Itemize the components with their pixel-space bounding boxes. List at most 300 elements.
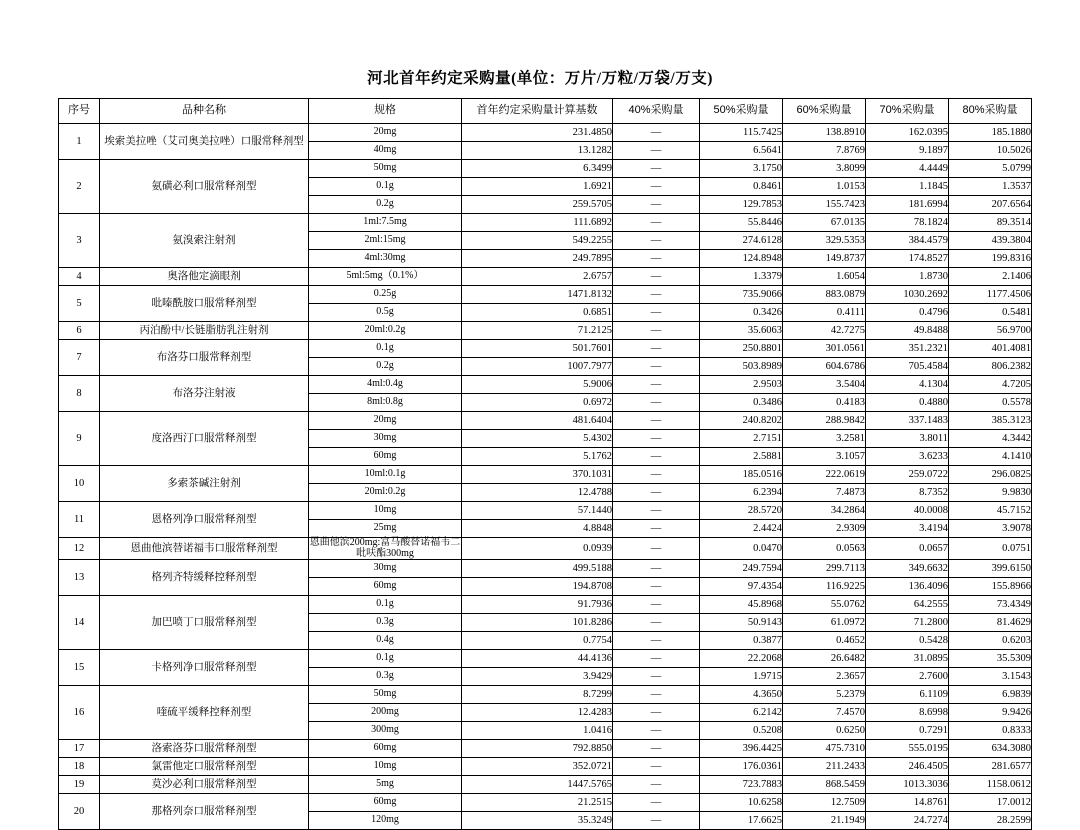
cell-p50: 6.5641 xyxy=(700,142,783,160)
cell-base-quantity: 44.4136 xyxy=(462,650,613,668)
page-title: 河北首年约定采购量(单位：万片/万粒/万袋/万支) xyxy=(367,70,713,87)
cell-p50: 0.3426 xyxy=(700,304,783,322)
cell-p40: — xyxy=(613,650,700,668)
cell-p50: 723.7883 xyxy=(700,776,783,794)
cell-p50: 124.8948 xyxy=(700,250,783,268)
cell-seq: 10 xyxy=(59,466,100,502)
cell-p50: 6.2394 xyxy=(700,484,783,502)
cell-p80: 10.5026 xyxy=(949,142,1032,160)
column-header-spec: 规格 xyxy=(309,99,462,124)
column-header-p70: 70%采购量 xyxy=(866,99,949,124)
cell-spec: 0.1g xyxy=(309,340,462,358)
cell-spec: 8ml:0.8g xyxy=(309,394,462,412)
cell-p40: — xyxy=(613,286,700,304)
cell-p40: — xyxy=(613,520,700,538)
cell-p60: 149.8737 xyxy=(783,250,866,268)
cell-p60: 7.8769 xyxy=(783,142,866,160)
cell-p60: 211.2433 xyxy=(783,758,866,776)
cell-p60: 868.5459 xyxy=(783,776,866,794)
table-row xyxy=(59,502,1032,520)
cell-p40: — xyxy=(613,304,700,322)
cell-p80: 0.0751 xyxy=(949,538,1032,560)
cell-base-quantity: 1471.8132 xyxy=(462,286,613,304)
cell-p80: 81.4629 xyxy=(949,614,1032,632)
cell-seq: 16 xyxy=(59,686,100,740)
cell-base-quantity: 1.0416 xyxy=(462,722,613,740)
cell-p50: 274.6128 xyxy=(700,232,783,250)
cell-p60: 3.5404 xyxy=(783,376,866,394)
cell-spec: 恩曲他滨200mg:富马酸替诺福韦二吡呋酯300mg xyxy=(309,537,461,559)
cell-seq: 19 xyxy=(59,776,100,794)
cell-p50: 1.3379 xyxy=(700,268,783,286)
cell-spec: 200mg xyxy=(309,704,462,722)
cell-p60: 1.0153 xyxy=(783,178,866,196)
cell-spec: 0.1g xyxy=(309,178,462,196)
table-row xyxy=(59,560,1032,578)
cell-product-name: 度洛西汀口服常释剂型 xyxy=(100,412,309,466)
cell-p60: 0.6250 xyxy=(783,722,866,740)
cell-p40: — xyxy=(613,430,700,448)
cell-p70: 49.8488 xyxy=(866,322,949,340)
table-row xyxy=(59,322,1032,340)
cell-p70: 9.1897 xyxy=(866,142,949,160)
table-row xyxy=(59,376,1032,394)
cell-p70: 259.0722 xyxy=(866,466,949,484)
cell-p80: 6.9839 xyxy=(949,686,1032,704)
cell-p70: 3.6233 xyxy=(866,448,949,466)
cell-p50: 10.6258 xyxy=(700,794,783,812)
cell-p80: 1177.4506 xyxy=(949,286,1032,304)
cell-spec: 0.3g xyxy=(309,614,462,632)
cell-p50: 1.9715 xyxy=(700,668,783,686)
cell-p50: 6.2142 xyxy=(700,704,783,722)
cell-p70: 2.7600 xyxy=(866,668,949,686)
cell-p50: 0.3877 xyxy=(700,632,783,650)
cell-p50: 735.9066 xyxy=(700,286,783,304)
cell-p40: — xyxy=(613,722,700,740)
cell-spec: 40mg xyxy=(309,142,462,160)
cell-p70: 4.4449 xyxy=(866,160,949,178)
cell-product-name: 丙泊酚中/长链脂肪乳注射剂 xyxy=(100,322,309,340)
cell-p40: — xyxy=(613,232,700,250)
cell-p80: 207.6564 xyxy=(949,196,1032,214)
cell-p80: 185.1880 xyxy=(949,124,1032,142)
cell-p60: 7.4570 xyxy=(783,704,866,722)
cell-p50: 396.4425 xyxy=(700,740,783,758)
cell-base-quantity: 4.8848 xyxy=(462,520,613,538)
table-row xyxy=(59,740,1032,758)
cell-product-name: 喹硫平缓释控释剂型 xyxy=(100,686,309,740)
column-header-p40: 40%采购量 xyxy=(613,99,700,124)
column-header-p80: 80%采购量 xyxy=(949,99,1032,124)
cell-product-name: 恩格列净口服常释剂型 xyxy=(100,502,309,538)
column-header-name: 品种名称 xyxy=(100,99,309,124)
cell-p50: 45.8968 xyxy=(700,596,783,614)
column-header-seq: 序号 xyxy=(59,99,100,124)
cell-base-quantity: 370.1031 xyxy=(462,466,613,484)
cell-p80: 28.2599 xyxy=(949,812,1032,830)
cell-p60: 7.4873 xyxy=(783,484,866,502)
cell-p60: 138.8910 xyxy=(783,124,866,142)
cell-base-quantity: 194.8708 xyxy=(462,578,613,596)
cell-p70: 40.0008 xyxy=(866,502,949,520)
cell-p80: 401.4081 xyxy=(949,340,1032,358)
cell-p70: 246.4505 xyxy=(866,758,949,776)
cell-p50: 129.7853 xyxy=(700,196,783,214)
cell-p70: 349.6632 xyxy=(866,560,949,578)
cell-product-name: 那格列奈口服常释剂型 xyxy=(100,794,309,830)
cell-p70: 0.5428 xyxy=(866,632,949,650)
cell-p50: 0.8461 xyxy=(700,178,783,196)
cell-base-quantity: 1.6921 xyxy=(462,178,613,196)
cell-spec: 4ml:0.4g xyxy=(309,376,462,394)
cell-p70: 555.0195 xyxy=(866,740,949,758)
cell-spec: 10mg xyxy=(309,758,462,776)
cell-p70: 8.7352 xyxy=(866,484,949,502)
cell-spec: 120mg xyxy=(309,812,462,830)
cell-p70: 6.1109 xyxy=(866,686,949,704)
cell-base-quantity: 2.6757 xyxy=(462,268,613,286)
cell-p70: 24.7274 xyxy=(866,812,949,830)
table-row xyxy=(59,340,1032,358)
cell-product-name: 洛索洛芬口服常释剂型 xyxy=(100,740,309,758)
cell-p40: — xyxy=(613,538,700,560)
cell-p60: 0.4183 xyxy=(783,394,866,412)
cell-p50: 176.0361 xyxy=(700,758,783,776)
cell-spec: 60mg xyxy=(309,448,462,466)
cell-p80: 73.4349 xyxy=(949,596,1032,614)
table-row xyxy=(59,686,1032,704)
cell-product-name: 莫沙必利口服常释剂型 xyxy=(100,776,309,794)
cell-p80: 155.8966 xyxy=(949,578,1032,596)
cell-p40: — xyxy=(613,632,700,650)
table-row xyxy=(59,412,1032,430)
cell-base-quantity: 21.2515 xyxy=(462,794,613,812)
cell-p40: — xyxy=(613,268,700,286)
cell-base-quantity: 1447.5765 xyxy=(462,776,613,794)
table-row xyxy=(59,214,1032,232)
cell-p70: 1030.2692 xyxy=(866,286,949,304)
cell-p40: — xyxy=(613,412,700,430)
cell-p40: — xyxy=(613,560,700,578)
cell-base-quantity: 0.6851 xyxy=(462,304,613,322)
cell-p70: 705.4584 xyxy=(866,358,949,376)
cell-p80: 4.3442 xyxy=(949,430,1032,448)
cell-p50: 2.5881 xyxy=(700,448,783,466)
cell-p50: 249.7594 xyxy=(700,560,783,578)
cell-spec: 10mg xyxy=(309,502,462,520)
cell-seq: 8 xyxy=(59,376,100,412)
cell-p50: 0.3486 xyxy=(700,394,783,412)
cell-product-name: 卡格列净口服常释剂型 xyxy=(100,650,309,686)
cell-p40: — xyxy=(613,160,700,178)
cell-p50: 240.8202 xyxy=(700,412,783,430)
table-row xyxy=(59,286,1032,304)
table-row xyxy=(59,758,1032,776)
cell-p40: — xyxy=(613,794,700,812)
cell-p80: 0.5481 xyxy=(949,304,1032,322)
cell-seq: 20 xyxy=(59,794,100,830)
cell-p60: 0.4111 xyxy=(783,304,866,322)
cell-seq: 14 xyxy=(59,596,100,650)
cell-spec: 60mg xyxy=(309,578,462,596)
cell-base-quantity: 1007.7977 xyxy=(462,358,613,376)
cell-base-quantity: 8.7299 xyxy=(462,686,613,704)
cell-spec: 4ml:30mg xyxy=(309,250,462,268)
cell-p80: 634.3080 xyxy=(949,740,1032,758)
cell-product-name: 多索茶碱注射剂 xyxy=(100,466,309,502)
cell-spec: 30mg xyxy=(309,430,462,448)
cell-seq: 6 xyxy=(59,322,100,340)
cell-p80: 296.0825 xyxy=(949,466,1032,484)
cell-p60: 329.5353 xyxy=(783,232,866,250)
cell-p50: 55.8446 xyxy=(700,214,783,232)
cell-p50: 185.0516 xyxy=(700,466,783,484)
cell-seq: 15 xyxy=(59,650,100,686)
cell-p70: 14.8761 xyxy=(866,794,949,812)
cell-base-quantity: 5.1762 xyxy=(462,448,613,466)
cell-base-quantity: 5.4302 xyxy=(462,430,613,448)
cell-seq: 18 xyxy=(59,758,100,776)
table-row xyxy=(59,650,1032,668)
cell-p50: 35.6063 xyxy=(700,322,783,340)
cell-p60: 3.8099 xyxy=(783,160,866,178)
table-container xyxy=(0,98,1080,830)
cell-p60: 1.6054 xyxy=(783,268,866,286)
cell-p50: 2.7151 xyxy=(700,430,783,448)
cell-p70: 0.4796 xyxy=(866,304,949,322)
table-row xyxy=(59,466,1032,484)
cell-p60: 61.0972 xyxy=(783,614,866,632)
cell-p40: — xyxy=(613,686,700,704)
cell-p40: — xyxy=(613,196,700,214)
cell-product-name: 恩曲他滨替诺福韦口服常释剂型 xyxy=(100,538,309,560)
cell-spec: 20ml:0.2g xyxy=(309,484,462,502)
cell-p60: 155.7423 xyxy=(783,196,866,214)
cell-spec: 2ml:15mg xyxy=(309,232,462,250)
cell-p50: 2.4424 xyxy=(700,520,783,538)
cell-p50: 22.2068 xyxy=(700,650,783,668)
cell-spec: 30mg xyxy=(309,560,462,578)
column-header-p60: 60%采购量 xyxy=(783,99,866,124)
table-header-row xyxy=(59,99,1032,124)
cell-spec: 20mg xyxy=(309,124,462,142)
cell-spec: 60mg xyxy=(309,794,462,812)
cell-p40: — xyxy=(613,250,700,268)
cell-p50: 97.4354 xyxy=(700,578,783,596)
cell-p50: 17.6625 xyxy=(700,812,783,830)
cell-p70: 78.1824 xyxy=(866,214,949,232)
cell-p80: 17.0012 xyxy=(949,794,1032,812)
cell-p60: 21.1949 xyxy=(783,812,866,830)
cell-seq: 9 xyxy=(59,412,100,466)
cell-p60: 2.3657 xyxy=(783,668,866,686)
cell-p70: 0.4880 xyxy=(866,394,949,412)
cell-seq: 3 xyxy=(59,214,100,268)
cell-spec: 5ml:5mg（0.1%） xyxy=(309,268,462,286)
cell-base-quantity: 101.8286 xyxy=(462,614,613,632)
cell-p70: 4.1304 xyxy=(866,376,949,394)
cell-p70: 3.4194 xyxy=(866,520,949,538)
cell-p60: 2.9309 xyxy=(783,520,866,538)
cell-p80: 806.2382 xyxy=(949,358,1032,376)
cell-p40: — xyxy=(613,704,700,722)
cell-p60: 42.7275 xyxy=(783,322,866,340)
cell-p80: 5.0799 xyxy=(949,160,1032,178)
cell-p80: 2.1406 xyxy=(949,268,1032,286)
cell-spec: 0.25g xyxy=(309,286,462,304)
cell-base-quantity: 13.1282 xyxy=(462,142,613,160)
cell-p50: 50.9143 xyxy=(700,614,783,632)
cell-p50: 4.3650 xyxy=(700,686,783,704)
cell-base-quantity: 91.7936 xyxy=(462,596,613,614)
cell-base-quantity: 481.6404 xyxy=(462,412,613,430)
cell-p40: — xyxy=(613,668,700,686)
cell-p70: 0.7291 xyxy=(866,722,949,740)
cell-base-quantity: 501.7601 xyxy=(462,340,613,358)
cell-seq: 1 xyxy=(59,124,100,160)
cell-spec: 0.2g xyxy=(309,358,462,376)
cell-p60: 222.0619 xyxy=(783,466,866,484)
cell-p80: 199.8316 xyxy=(949,250,1032,268)
cell-base-quantity: 35.3249 xyxy=(462,812,613,830)
cell-p40: — xyxy=(613,448,700,466)
cell-p40: — xyxy=(613,376,700,394)
cell-p80: 3.9078 xyxy=(949,520,1032,538)
cell-seq: 2 xyxy=(59,160,100,214)
column-header-base: 首年约定采购量计算基数 xyxy=(462,99,613,124)
cell-base-quantity: 549.2255 xyxy=(462,232,613,250)
cell-base-quantity: 3.9429 xyxy=(462,668,613,686)
cell-p80: 9.9426 xyxy=(949,704,1032,722)
cell-base-quantity: 111.6892 xyxy=(462,214,613,232)
cell-p40: — xyxy=(613,124,700,142)
cell-p50: 0.0470 xyxy=(700,538,783,560)
cell-p60: 475.7310 xyxy=(783,740,866,758)
table-row xyxy=(59,268,1032,286)
cell-seq: 5 xyxy=(59,286,100,322)
cell-product-name: 加巴喷丁口服常释剂型 xyxy=(100,596,309,650)
cell-seq: 12 xyxy=(59,538,100,560)
cell-p70: 337.1483 xyxy=(866,412,949,430)
cell-spec: 60mg xyxy=(309,740,462,758)
table-row xyxy=(59,776,1032,794)
cell-p60: 3.2581 xyxy=(783,430,866,448)
cell-product-name: 氯雷他定口服常释剂型 xyxy=(100,758,309,776)
cell-spec: 10ml:0.1g xyxy=(309,466,462,484)
cell-p80: 0.8333 xyxy=(949,722,1032,740)
cell-product-name: 氨溴索注射剂 xyxy=(100,214,309,268)
cell-p40: — xyxy=(613,596,700,614)
cell-p40: — xyxy=(613,340,700,358)
cell-seq: 4 xyxy=(59,268,100,286)
cell-p70: 71.2800 xyxy=(866,614,949,632)
cell-base-quantity: 12.4283 xyxy=(462,704,613,722)
cell-p40: — xyxy=(613,484,700,502)
cell-product-name: 布洛芬注射液 xyxy=(100,376,309,412)
cell-p80: 35.5309 xyxy=(949,650,1032,668)
cell-base-quantity: 249.7895 xyxy=(462,250,613,268)
cell-p80: 399.6150 xyxy=(949,560,1032,578)
cell-p40: — xyxy=(613,214,700,232)
cell-p80: 281.6577 xyxy=(949,758,1032,776)
cell-base-quantity: 792.8850 xyxy=(462,740,613,758)
cell-base-quantity: 0.6972 xyxy=(462,394,613,412)
cell-spec: 20ml:0.2g xyxy=(309,322,462,340)
cell-seq: 13 xyxy=(59,560,100,596)
cell-seq: 17 xyxy=(59,740,100,758)
cell-p40: — xyxy=(613,614,700,632)
cell-p80: 56.9700 xyxy=(949,322,1032,340)
cell-spec: 300mg xyxy=(309,722,462,740)
cell-p80: 0.5578 xyxy=(949,394,1032,412)
cell-p60: 12.7509 xyxy=(783,794,866,812)
cell-p40: — xyxy=(613,812,700,830)
cell-p70: 136.4096 xyxy=(866,578,949,596)
cell-p70: 384.4579 xyxy=(866,232,949,250)
cell-p80: 4.7205 xyxy=(949,376,1032,394)
cell-p80: 4.1410 xyxy=(949,448,1032,466)
cell-spec: 0.1g xyxy=(309,650,462,668)
cell-p70: 174.8527 xyxy=(866,250,949,268)
cell-p60: 0.4652 xyxy=(783,632,866,650)
cell-p40: — xyxy=(613,178,700,196)
cell-p80: 0.6203 xyxy=(949,632,1032,650)
cell-base-quantity: 259.5705 xyxy=(462,196,613,214)
cell-p40: — xyxy=(613,142,700,160)
table-body xyxy=(59,124,1032,830)
cell-p70: 3.8011 xyxy=(866,430,949,448)
cell-p80: 45.7152 xyxy=(949,502,1032,520)
cell-p50: 250.8801 xyxy=(700,340,783,358)
cell-p40: — xyxy=(613,740,700,758)
table-row xyxy=(59,538,1032,560)
cell-spec: 25mg xyxy=(309,520,462,538)
cell-p60: 67.0135 xyxy=(783,214,866,232)
cell-seq: 11 xyxy=(59,502,100,538)
cell-spec: 1ml:7.5mg xyxy=(309,214,462,232)
cell-spec: 0.4g xyxy=(309,632,462,650)
cell-p70: 1.8730 xyxy=(866,268,949,286)
cell-p60: 116.9225 xyxy=(783,578,866,596)
cell-p60: 55.0762 xyxy=(783,596,866,614)
cell-p40: — xyxy=(613,578,700,596)
cell-p70: 1.1845 xyxy=(866,178,949,196)
cell-base-quantity: 499.5188 xyxy=(462,560,613,578)
procurement-table xyxy=(58,98,1032,830)
cell-spec: 0.2g xyxy=(309,196,462,214)
cell-product-name: 埃索美拉唑（艾司奥美拉唑）口服常释剂型 xyxy=(100,124,309,160)
cell-p50: 503.8989 xyxy=(700,358,783,376)
cell-p70: 162.0395 xyxy=(866,124,949,142)
table-row xyxy=(59,160,1032,178)
table-row xyxy=(59,124,1032,142)
cell-spec: 5mg xyxy=(309,776,462,794)
cell-p50: 2.9503 xyxy=(700,376,783,394)
cell-p70: 31.0895 xyxy=(866,650,949,668)
cell-base-quantity: 0.0939 xyxy=(462,538,613,560)
cell-product-name: 格列齐特缓释控释剂型 xyxy=(100,560,309,596)
cell-base-quantity: 57.1440 xyxy=(462,502,613,520)
cell-p80: 9.9830 xyxy=(949,484,1032,502)
cell-p70: 64.2555 xyxy=(866,596,949,614)
cell-p60: 34.2864 xyxy=(783,502,866,520)
cell-base-quantity: 5.9006 xyxy=(462,376,613,394)
cell-p80: 1158.0612 xyxy=(949,776,1032,794)
cell-p60: 604.6786 xyxy=(783,358,866,376)
table-row xyxy=(59,794,1032,812)
cell-p70: 8.6998 xyxy=(866,704,949,722)
